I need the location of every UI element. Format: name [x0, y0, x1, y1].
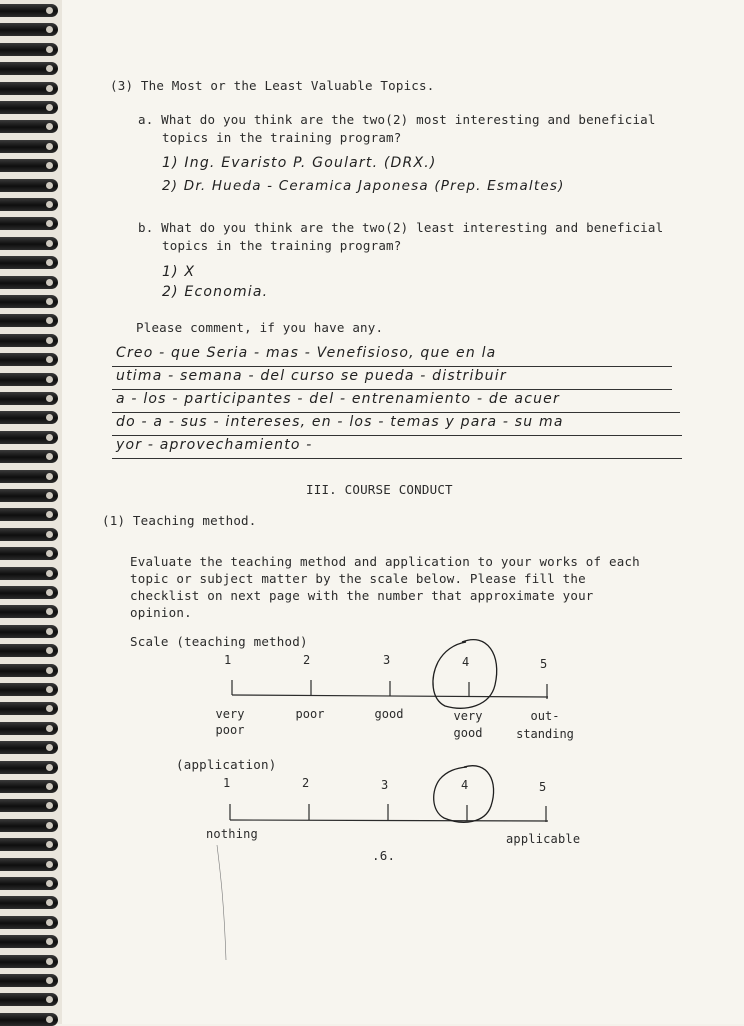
scale-descriptor: poor — [295, 707, 325, 721]
item-title: (1) Teaching method. — [102, 513, 257, 528]
question-a-line2: topics in the training program? — [162, 130, 402, 145]
binding-hole — [46, 376, 53, 383]
binding-hole — [46, 104, 53, 111]
instruction-line: opinion. — [130, 605, 192, 620]
binding-hole — [46, 473, 53, 480]
section-heading: III. COURSE CONDUCT — [306, 482, 453, 497]
binding-hole — [46, 298, 53, 305]
scale-teaching-number: 2 — [303, 653, 311, 667]
scale-descriptor: good — [453, 726, 483, 740]
scale-application-number: 3 — [381, 778, 389, 792]
scale-teaching-number: 1 — [224, 653, 232, 667]
instruction-line: Evaluate the teaching method and application to your works of each — [130, 554, 640, 569]
binding-hole — [46, 201, 53, 208]
question-b-line2: topics in the training program? — [162, 238, 402, 253]
binding-hole — [46, 861, 53, 868]
scale-application-number: 4 — [461, 778, 469, 792]
comment-line: Creo - que Seria - mas - Venefisioso, que en la — [116, 345, 497, 361]
scale-right-label: applicable — [506, 832, 581, 846]
answer-b2: 2) Economia. — [162, 284, 269, 300]
binding-hole — [46, 686, 53, 693]
binding-hole — [46, 725, 53, 732]
binding-hole — [46, 1016, 53, 1023]
scale-graphics — [62, 0, 744, 1024]
scale-descriptor: poor — [215, 723, 245, 737]
comment-line: do - a - sus - intereses, en - los - temas y para - su ma — [116, 414, 564, 430]
scale-teaching-label: Scale (teaching method) — [130, 634, 308, 649]
scale-descriptor: out- — [530, 709, 560, 723]
binding-hole — [46, 182, 53, 189]
instruction-line: topic or subject matter by the scale below. Please fill the — [130, 571, 586, 586]
question-b-line1: b. What do you think are the two(2) least interesting and beneficial — [138, 220, 664, 235]
scale-application-number: 1 — [223, 776, 231, 790]
answer-a2: 2) Dr. Hueda - Ceramica Japonesa (Prep. Esmaltes) — [162, 178, 565, 194]
section-title: (3) The Most or the Least Valuable Topics. — [110, 78, 435, 93]
scale-teaching-number: 4 — [462, 655, 470, 669]
comment-line: yor - aprovechamiento - — [116, 437, 313, 453]
answer-a1: 1) Ing. Evaristo P. Goulart. (DRX.) — [162, 155, 437, 171]
scale-teaching-number: 5 — [540, 657, 548, 671]
comment-line: utima - semana - del curso se pueda - distribuir — [116, 368, 507, 384]
scale-descriptor: good — [374, 707, 404, 721]
binding-hole — [46, 570, 53, 577]
binding-hole — [46, 880, 53, 887]
comment-prompt: Please comment, if you have any. — [136, 320, 384, 335]
binding-hole — [46, 628, 53, 635]
binding-hole — [46, 977, 53, 984]
binding-hole — [46, 531, 53, 538]
question-a-line1: a. What do you think are the two(2) most interesting and beneficial — [138, 112, 656, 127]
binding-hole — [46, 764, 53, 771]
binding-hole — [46, 85, 53, 92]
binding-hole — [46, 589, 53, 596]
scale-descriptor: standing — [516, 727, 574, 741]
binding-hole — [46, 395, 53, 402]
binding-hole — [46, 46, 53, 53]
comment-line: a - los - participantes - del - entrenamiento - de acuer — [116, 391, 560, 407]
binding-hole — [46, 667, 53, 674]
binding-hole — [46, 337, 53, 344]
scale-teaching-number: 3 — [383, 653, 391, 667]
binding-hole — [46, 822, 53, 829]
stray-pencil-mark — [217, 845, 226, 960]
binding-hole — [46, 492, 53, 499]
page-number: .6. — [372, 848, 396, 863]
scale-application-number: 5 — [539, 780, 547, 794]
scale-application-label: (application) — [176, 757, 277, 772]
scale-application-line — [230, 820, 548, 821]
instruction-line: checklist on next page with the number that approximate your — [130, 588, 594, 603]
binding-hole — [46, 919, 53, 926]
binding-hole — [46, 143, 53, 150]
circle-mark-application — [434, 766, 494, 823]
scale-left-label: nothing — [206, 827, 258, 841]
binding-hole — [46, 783, 53, 790]
binding-hole — [46, 434, 53, 441]
spiral-binding — [0, 0, 62, 1024]
circle-mark-teaching — [433, 640, 497, 709]
scale-application-number: 2 — [302, 776, 310, 790]
binding-hole — [46, 240, 53, 247]
binding-hole — [46, 279, 53, 286]
binding-hole — [46, 7, 53, 14]
binding-hole — [46, 958, 53, 965]
scale-descriptor: very — [453, 709, 483, 723]
document-page — [62, 0, 744, 1024]
scale-descriptor: very — [215, 707, 245, 721]
answer-b1: 1) X — [162, 264, 196, 280]
